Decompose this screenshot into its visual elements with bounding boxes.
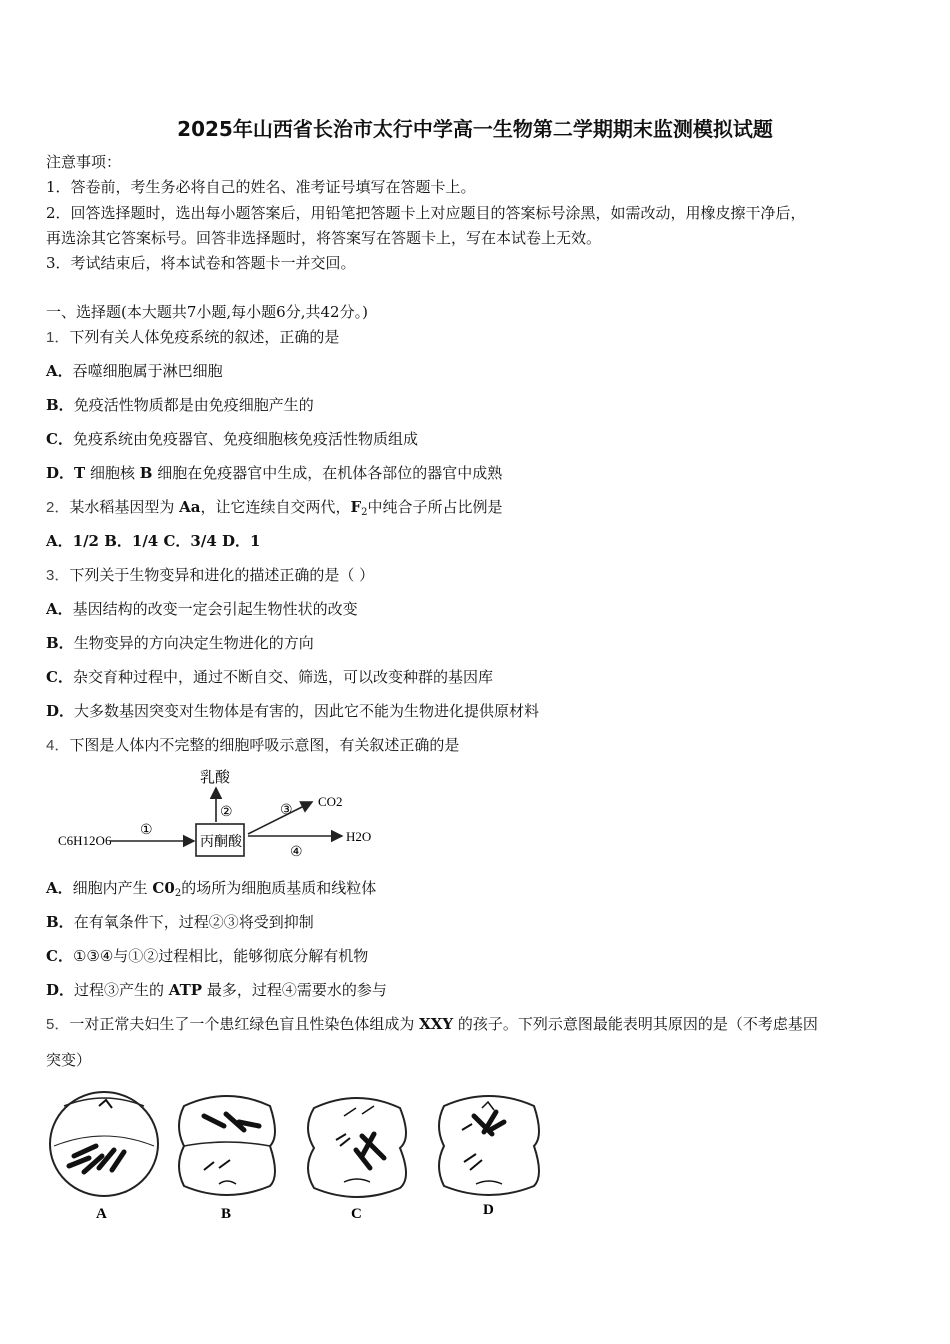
q1-number: 1． [46,329,70,346]
q1-stem [46,326,339,347]
q1-text: 下列有关人体免疫系统的叙述，正确的是 [69,328,340,346]
q3-stem [46,564,374,585]
q1-d-post: 细胞在免疫器官中生成，在机体各部位的器官中成熟 [152,464,503,482]
q5-stem-pre: 一对正常夫妇生了一个患红绿色盲且性染色体组成为 [69,1015,420,1033]
q3-option-d: D．大多数基因突变对生物体是有害的，因此它不能为生物进化提供原材料 [46,702,540,720]
q4-a-post: 的场所为细胞质基质和线粒体 [181,879,377,897]
q4-d-pre: 过程③产生的 [74,981,169,999]
q4-option-b-text: 在有氧条件下，过程②③将受到抑制 [73,913,314,931]
cell-division-figures [44,1086,564,1226]
co2-label: CO2 [318,794,343,809]
q4-stem [46,734,459,755]
q5-stem-post: 的孩子。下列示意图最能表明其原因的是（不考虑基因 [453,1015,818,1033]
q4-a-co: C0 [152,879,175,897]
notice-item-1: 1．答卷前，考生务必将自己的姓名、准考证号填写在答题卡上。 [46,178,476,196]
q1-d-b: B [139,464,153,482]
step-3-label: ③ [280,803,293,818]
q5-number: 5． [46,1016,70,1033]
pyruvate-label: 丙酮酸 [200,835,242,850]
notice-item-2-cont: 再选涂其它答案标号。回答非选择题时，将答案写在答题卡上，写在本试卷上无效。 [46,229,602,247]
lactic-acid-label: 乳酸 [200,770,231,786]
q1-option-c: C．免疫系统由免疫器官、免疫细胞核免疫活性物质组成 [46,430,418,448]
q1-option-a-text: 吞噬细胞属于淋巴细胞 [72,362,223,380]
page-title: 2025年山西省长治市太行中学高一生物第二学期期末监测模拟试题 [177,117,773,141]
notice-item-3: 3．考试结束后，将本试卷和答题卡一并交回。 [46,254,356,272]
q1-d-mid: 细胞核 [85,464,140,482]
q2-options: A．1/2 B．1/4 C．3/4 D．1 [46,532,261,550]
q3-option-c-text: 杂交育种过程中，通过不断自交、筛选，可以改变种群的基因库 [72,668,493,686]
notice-heading: 注意事项： [46,153,122,171]
figure-a-label: A [96,1206,107,1222]
q3-option-d-text: 大多数基因突变对生物体是有害的，因此它不能为生物进化提供原材料 [74,702,540,720]
q3-option-b-text: 生物变异的方向决定生物进化的方向 [73,634,314,652]
section-heading: 一、选择题(本大题共7小题,每小题6分,共42分。) [46,303,368,321]
q4-text: 下图是人体内不完整的细胞呼吸示意图，有关叙述正确的是 [69,736,460,754]
respiration-diagram [50,764,390,868]
q3-option-a: A．基因结构的改变一定会引起生物性状的改变 [46,600,358,618]
step-1-label: ① [140,823,153,838]
q2-stem [46,496,503,518]
q2-genotype: Aa [179,498,201,516]
notice-item-2: 2．回答选择题时，选出每小题答案后，用铅笔把答题卡上对应题目的答案标号涂黑，如需改动，用橡皮擦干净后， [46,204,806,222]
q1-option-d: D．T 细胞核 B 细胞在免疫器官中生成，在机体各部位的器官中成熟 [46,464,503,482]
q4-option-a: A．细胞内产生 $C0_2$的场所为细胞质基质和线粒体 [46,879,377,899]
q4-option-c: C．①③④与①②过程相比，能够彻底分解有机物 [46,947,369,965]
q5-stem [46,1013,818,1034]
q1-option-b: B．免疫活性物质都是由免疫细胞产生的 [46,396,314,414]
step-2-label: ② [220,805,233,820]
step-4-label: ④ [290,845,303,860]
q4-number: 4． [46,737,70,754]
q4-d-post: 最多，过程④需要水的参与 [202,981,387,999]
q1-d-t: T [74,464,86,482]
q2-number: 2． [46,499,70,516]
figure-b-label: B [221,1206,232,1222]
q4-a-pre: 细胞内产生 [72,879,153,897]
q4-a-sub: 2 [174,888,182,899]
q4-option-d: D．过程③产生的 ATP 最多，过程④需要水的参与 [46,981,387,999]
q2-stem-post: 中纯合子所占比例是 [367,498,503,516]
cell-figure-d [439,1096,539,1218]
q3-number: 3． [46,567,70,584]
cell-figure-a [50,1092,158,1222]
glucose-label: C6H12O6 [58,833,112,848]
q5-stem-cont: 突变） [46,1051,92,1069]
figure-c-label: C [351,1206,362,1222]
q5-xxy: XXY [419,1015,454,1033]
q3-option-a-text: 基因结构的改变一定会引起生物性状的改变 [72,600,358,618]
q3-option-b: B．生物变异的方向决定生物进化的方向 [46,634,314,652]
q3-text: 下列关于生物变异和进化的描述正确的是（ ） [69,566,375,584]
q2-f-sub: 2 [361,507,368,518]
cell-figure-b [179,1096,275,1222]
q4-d-atp: ATP [168,981,203,999]
q1-option-c-text: 免疫系统由免疫器官、免疫细胞核免疫活性物质组成 [72,430,418,448]
q2-f: F [350,498,362,516]
q1-option-b-text: 免疫活性物质都是由免疫细胞产生的 [73,396,314,414]
q2-stem-pre: 某水稻基因型为 [69,498,180,516]
cell-figure-c [308,1098,406,1222]
figure-d-label: D [483,1202,494,1218]
q1-option-a: A．吞噬细胞属于淋巴细胞 [46,362,223,380]
q3-option-c: C．杂交育种过程中，通过不断自交、筛选，可以改变种群的基因库 [46,668,493,686]
h2o-label: H2O [346,829,372,844]
q2-stem-mid: ，让它连续自交两代， [200,498,351,516]
q4-option-b: B．在有氧条件下，过程②③将受到抑制 [46,913,314,931]
q4-option-c-text: ①③④与①②过程相比，能够彻底分解有机物 [72,947,369,965]
